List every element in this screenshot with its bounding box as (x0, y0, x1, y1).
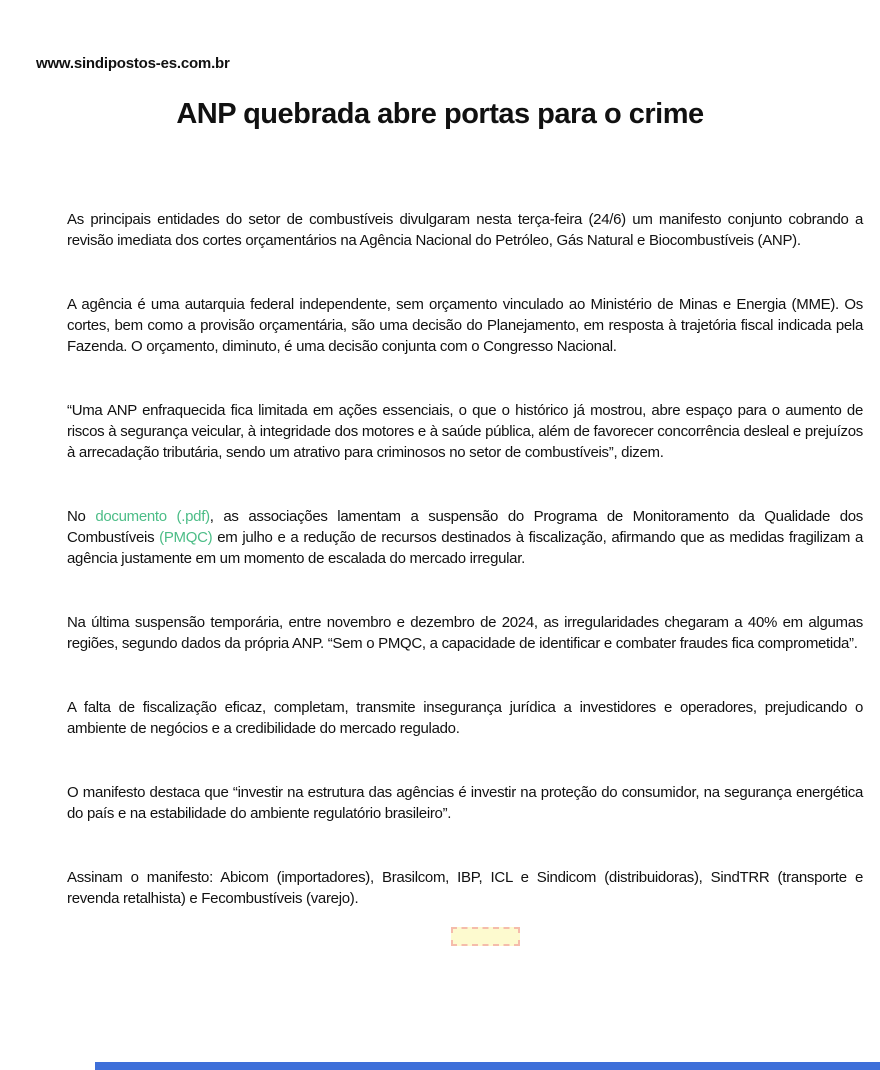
article-body (67, 209, 863, 952)
paragraph-4-text-after: em julho e a redução de recursos destinados à fiscalização, afirmando que as medidas fragilizam a agência justamente em um momento de escalada do mercado irregular. (67, 529, 863, 567)
site-url: www.sindipostos-es.com.br (36, 55, 230, 72)
article-paragraph-7: O manifesto destaca que “investir na estrutura das agências é investir na proteção do consumidor, na segurança energética do país e na estabilidade do ambiente regulatório brasileiro”. (67, 784, 863, 822)
article-paragraph-6: A falta de fiscalização eficaz, completam, transmite insegurança jurídica a investidores e operadores, prejudicando o ambiente de negócios e a credibilidade do mercado regulado. (67, 699, 863, 737)
pmqc-link[interactable]: (PMQC) (159, 529, 213, 546)
paragraph-4-text-before: No (67, 508, 96, 525)
article-paragraph-8: Assinam o manifesto: Abicom (importadores), Brasilcom, IBP, ICL e Sindicom (distribuidoras), SindTRR (transporte e revenda retalhista) e Fecombustíveis (varejo). (67, 869, 863, 907)
article-paragraph-5: Na última suspensão temporária, entre novembro e dezembro de 2024, as irregularidades chegaram a 40% em algumas regiões, segundo dados da própria ANP. “Sem o PMQC, a capacidade de identificar e combater fraudes fica comprometida”. (67, 614, 863, 652)
page-title: ANP quebrada abre portas para o crime (176, 98, 704, 130)
article-paragraph-2: A agência é uma autarquia federal independente, sem orçamento vinculado ao Ministério de Minas e Energia (MME). Os cortes, bem como a provisão orçamentária, são uma decisão do Planejamento, em resposta à trajetória fiscal indicada pela Fazenda. O orçamento, diminuto, é uma decisão conjunta com o Congresso Nacional. (67, 296, 863, 355)
article-paragraph-3: “Uma ANP enfraquecida fica limitada em ações essenciais, o que o histórico já mostrou, abre espaço para o aumento de riscos à segurança veicular, à integridade dos motores e à saúde pública, além de favorecer concorrência desleal e prejuízos à arrecadação tributária, sendo um atrativo para criminosos no setor de combustíveis”, dizem. (67, 402, 863, 461)
highlight-box-row (67, 927, 863, 952)
paragraph-4-text-middle: , as associações lamentam a suspensão do Programa de Monitoramento da Qualidade dos Combustíveis (67, 508, 864, 546)
highlighted-empty-field[interactable] (451, 927, 520, 946)
article-paragraph-1: As principais entidades do setor de combustíveis divulgaram nesta terça-feira (24/6) um manifesto conjunto cobrando a revisão imediata dos cortes orçamentários na Agência Nacional do Petróleo, Gás Natural e Biocombustíveis (ANP). (67, 211, 863, 249)
documento-pdf-link[interactable]: documento (.pdf) (95, 508, 210, 525)
bottom-blue-bar (95, 1062, 880, 1070)
article-paragraph-4 (67, 506, 863, 569)
